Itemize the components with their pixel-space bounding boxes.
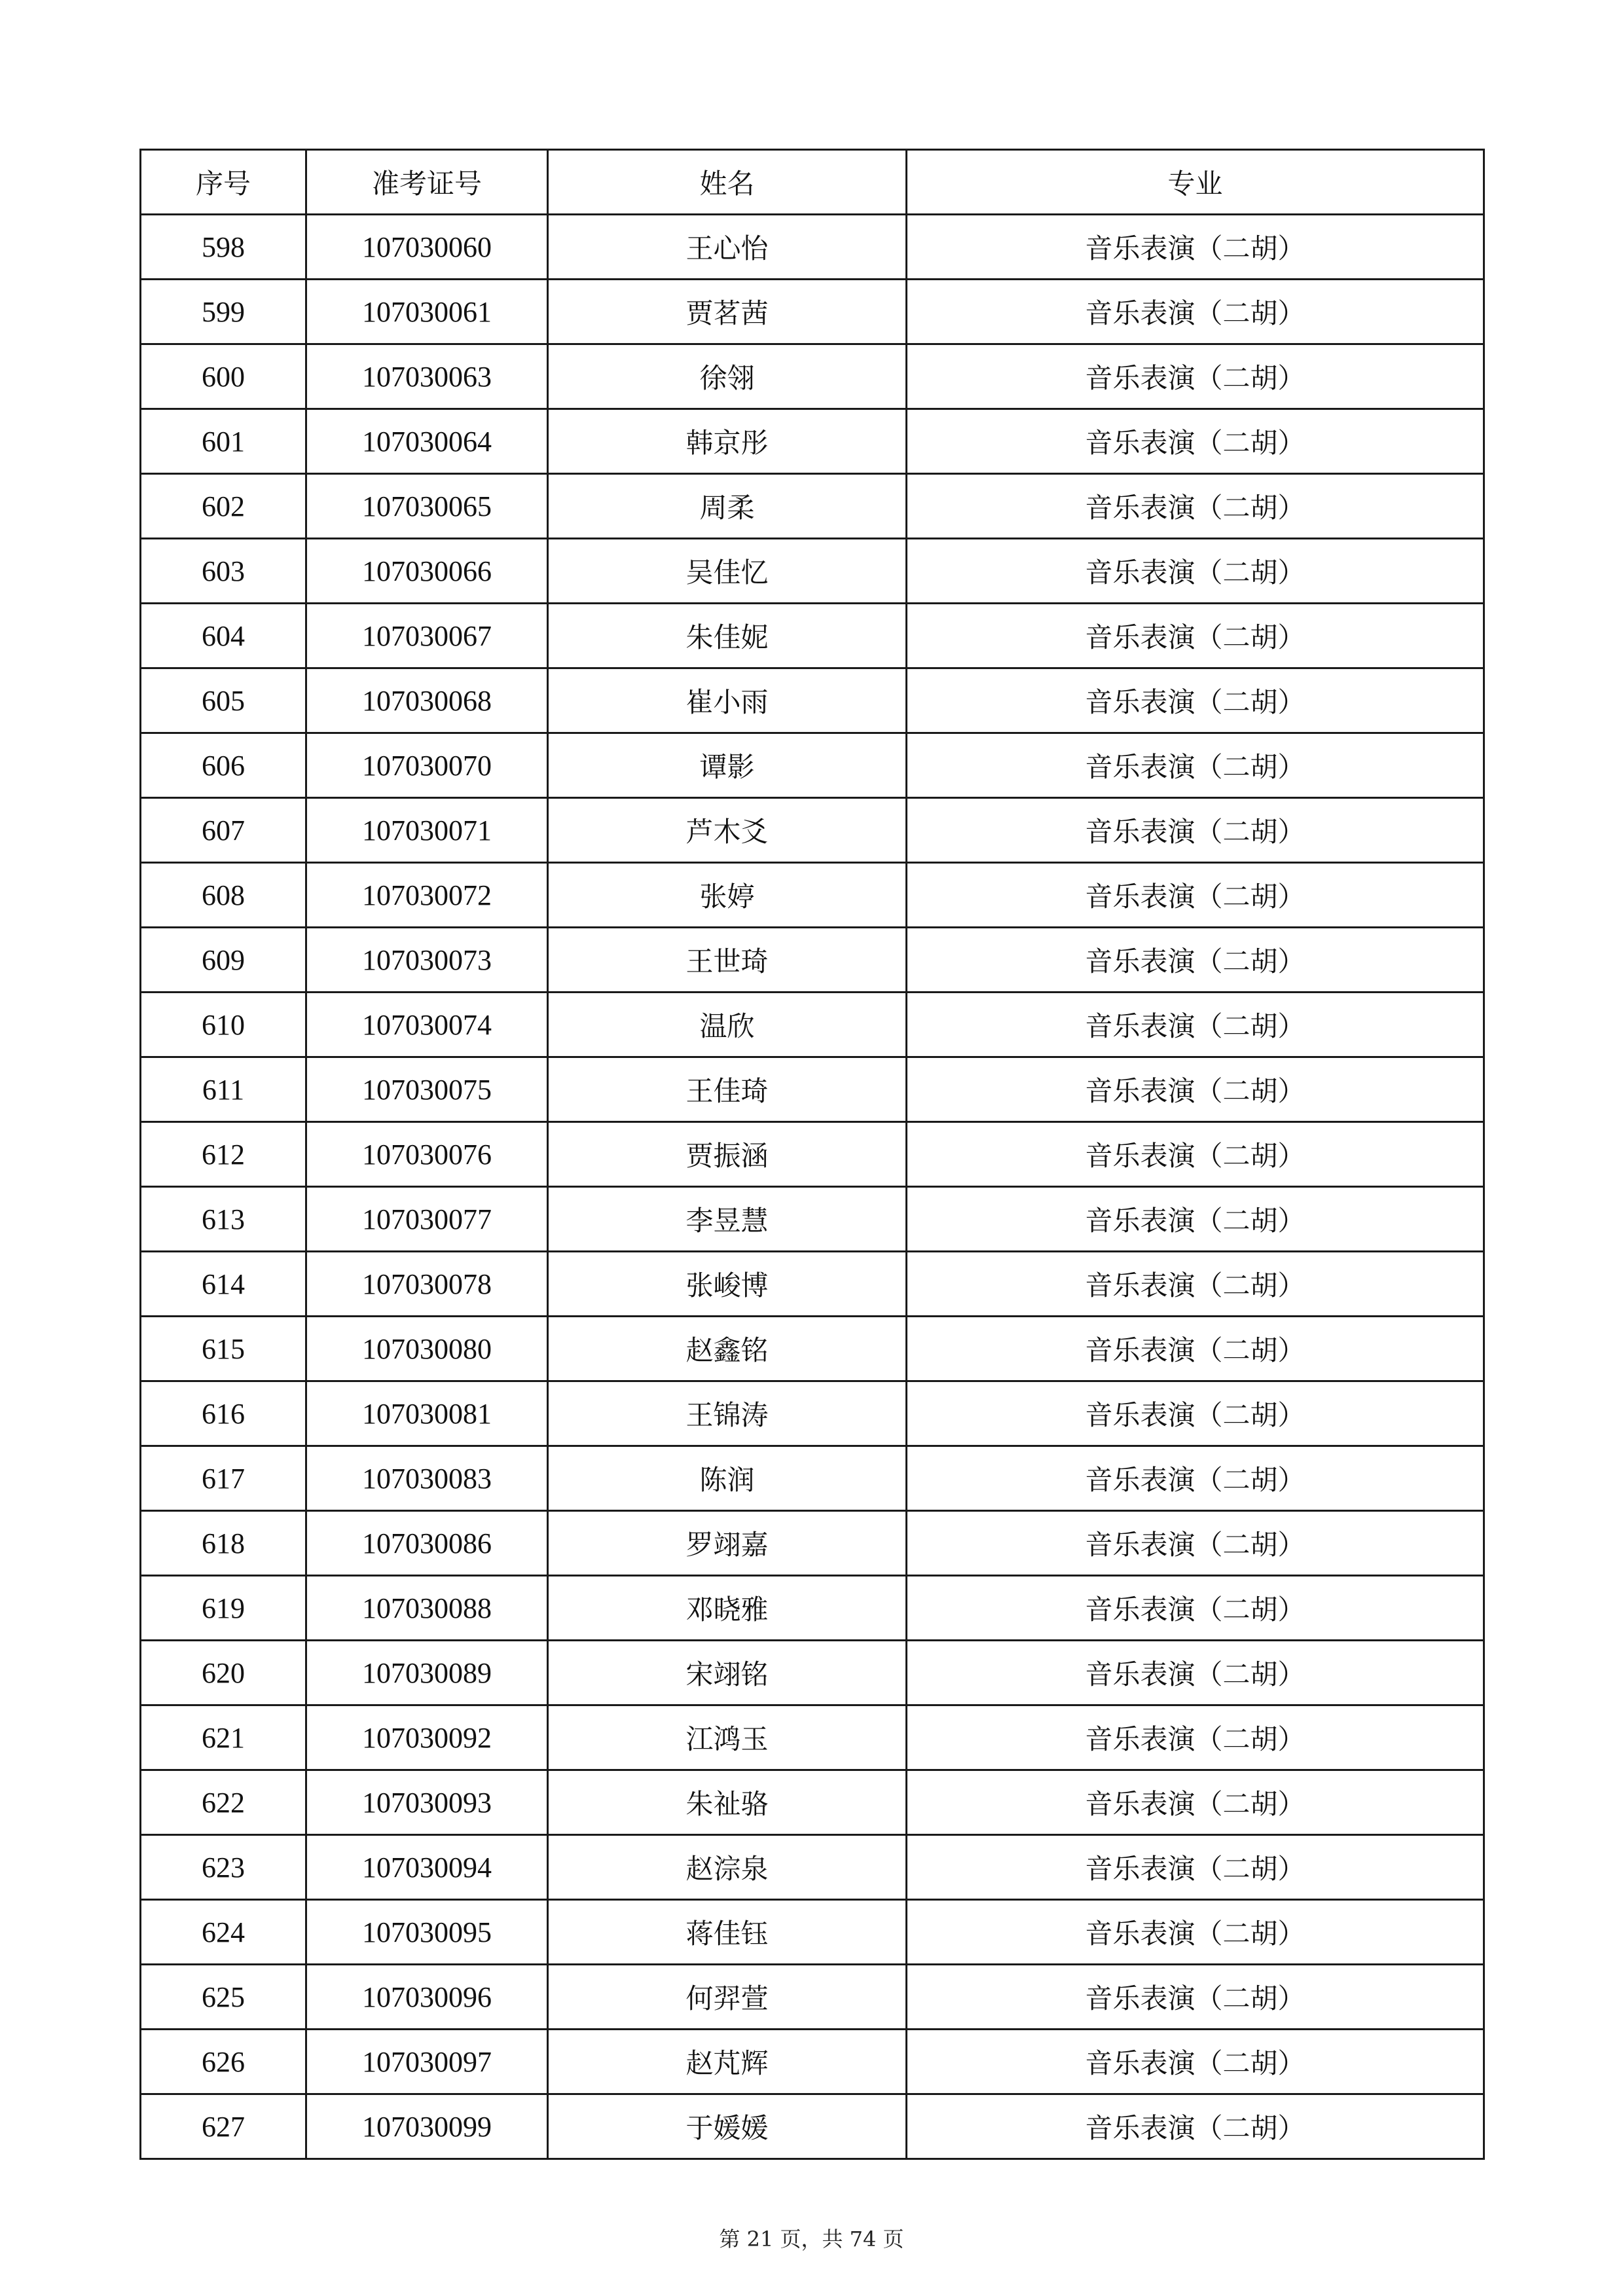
cell-seq: 603 (141, 539, 306, 604)
cell-seq: 606 (141, 733, 306, 798)
table-row (141, 993, 1484, 1057)
cell-exam-id: 107030094 (306, 1835, 548, 1900)
cell-major: 音乐表演（二胡） (907, 1576, 1484, 1641)
cell-major: 音乐表演（二胡） (907, 1122, 1484, 1187)
cell-seq: 600 (141, 344, 306, 409)
cell-seq: 622 (141, 1770, 306, 1835)
cell-exam-id: 107030076 (306, 1122, 548, 1187)
cell-exam-id: 107030088 (306, 1576, 548, 1641)
table-row (141, 215, 1484, 280)
cell-name: 王锦涛 (548, 1381, 907, 1446)
cell-exam-id: 107030061 (306, 280, 548, 344)
cell-name: 崔小雨 (548, 668, 907, 733)
cell-major: 音乐表演（二胡） (907, 409, 1484, 474)
cell-name: 贾振涵 (548, 1122, 907, 1187)
table-row (141, 604, 1484, 668)
cell-name: 徐翎 (548, 344, 907, 409)
cell-name: 吴佳忆 (548, 539, 907, 604)
cell-exam-id: 107030067 (306, 604, 548, 668)
table-row (141, 1511, 1484, 1576)
table-row (141, 1317, 1484, 1381)
cell-major: 音乐表演（二胡） (907, 1900, 1484, 1965)
cell-major: 音乐表演（二胡） (907, 798, 1484, 863)
table-row (141, 539, 1484, 604)
cell-major: 音乐表演（二胡） (907, 1965, 1484, 2030)
cell-major: 音乐表演（二胡） (907, 1511, 1484, 1576)
cell-major: 音乐表演（二胡） (907, 344, 1484, 409)
cell-exam-id: 107030070 (306, 733, 548, 798)
cell-name: 于媛媛 (548, 2094, 907, 2159)
cell-name: 王心怡 (548, 215, 907, 280)
cell-name: 贾茗茜 (548, 280, 907, 344)
table-row (141, 1446, 1484, 1511)
cell-exam-id: 107030095 (306, 1900, 548, 1965)
cell-major: 音乐表演（二胡） (907, 474, 1484, 539)
cell-exam-id: 107030073 (306, 928, 548, 993)
cell-major: 音乐表演（二胡） (907, 668, 1484, 733)
header-major: 专业 (907, 150, 1484, 215)
cell-seq: 610 (141, 993, 306, 1057)
cell-major: 音乐表演（二胡） (907, 993, 1484, 1057)
cell-major: 音乐表演（二胡） (907, 2094, 1484, 2159)
table-header-row (141, 150, 1484, 215)
cell-major: 音乐表演（二胡） (907, 863, 1484, 928)
table-row (141, 1187, 1484, 1252)
cell-major: 音乐表演（二胡） (907, 1057, 1484, 1122)
table-row (141, 474, 1484, 539)
cell-seq: 619 (141, 1576, 306, 1641)
cell-exam-id: 107030064 (306, 409, 548, 474)
cell-seq: 625 (141, 1965, 306, 2030)
cell-major: 音乐表演（二胡） (907, 733, 1484, 798)
cell-major: 音乐表演（二胡） (907, 1381, 1484, 1446)
header-exam-id: 准考证号 (306, 150, 548, 215)
cell-major: 音乐表演（二胡） (907, 1187, 1484, 1252)
table-row (141, 1705, 1484, 1770)
table-row (141, 1965, 1484, 2030)
cell-major: 音乐表演（二胡） (907, 1317, 1484, 1381)
cell-name: 邓晓雅 (548, 1576, 907, 1641)
cell-seq: 598 (141, 215, 306, 280)
cell-seq: 612 (141, 1122, 306, 1187)
cell-name: 朱祉骆 (548, 1770, 907, 1835)
cell-exam-id: 107030077 (306, 1187, 548, 1252)
cell-name: 张婷 (548, 863, 907, 928)
cell-major: 音乐表演（二胡） (907, 928, 1484, 993)
table-row (141, 1770, 1484, 1835)
table-row (141, 280, 1484, 344)
cell-seq: 626 (141, 2030, 306, 2094)
table-row (141, 1122, 1484, 1187)
cell-name: 赵鑫铭 (548, 1317, 907, 1381)
cell-name: 朱佳妮 (548, 604, 907, 668)
cell-name: 江鸿玉 (548, 1705, 907, 1770)
cell-seq: 599 (141, 280, 306, 344)
cell-major: 音乐表演（二胡） (907, 1770, 1484, 1835)
table-row (141, 798, 1484, 863)
cell-major: 音乐表演（二胡） (907, 604, 1484, 668)
table-row (141, 1057, 1484, 1122)
cell-seq: 615 (141, 1317, 306, 1381)
cell-exam-id: 107030081 (306, 1381, 548, 1446)
cell-seq: 624 (141, 1900, 306, 1965)
cell-seq: 602 (141, 474, 306, 539)
cell-exam-id: 107030071 (306, 798, 548, 863)
cell-name: 蒋佳钰 (548, 1900, 907, 1965)
table-row (141, 668, 1484, 733)
cell-exam-id: 107030080 (306, 1317, 548, 1381)
page-number-footer: 第 21 页，共 74 页 (719, 2227, 904, 2251)
cell-name: 王佳琦 (548, 1057, 907, 1122)
cell-seq: 611 (141, 1057, 306, 1122)
table-row (141, 409, 1484, 474)
cell-seq: 620 (141, 1641, 306, 1705)
cell-exam-id: 107030089 (306, 1641, 548, 1705)
table-row (141, 863, 1484, 928)
cell-seq: 616 (141, 1381, 306, 1446)
cell-exam-id: 107030066 (306, 539, 548, 604)
cell-seq: 605 (141, 668, 306, 733)
table-row (141, 1641, 1484, 1705)
cell-major: 音乐表演（二胡） (907, 1446, 1484, 1511)
cell-exam-id: 107030078 (306, 1252, 548, 1317)
cell-exam-id: 107030097 (306, 2030, 548, 2094)
table-row (141, 344, 1484, 409)
cell-exam-id: 107030075 (306, 1057, 548, 1122)
cell-name: 罗翊嘉 (548, 1511, 907, 1576)
cell-name: 李昱慧 (548, 1187, 907, 1252)
table-row (141, 2030, 1484, 2094)
cell-major: 音乐表演（二胡） (907, 2030, 1484, 2094)
cell-major: 音乐表演（二胡） (907, 1705, 1484, 1770)
cell-name: 宋翊铭 (548, 1641, 907, 1705)
cell-name: 韩京彤 (548, 409, 907, 474)
cell-exam-id: 107030068 (306, 668, 548, 733)
cell-exam-id: 107030060 (306, 215, 548, 280)
cell-seq: 607 (141, 798, 306, 863)
cell-name: 何羿萱 (548, 1965, 907, 2030)
cell-seq: 608 (141, 863, 306, 928)
cell-name: 芦木爻 (548, 798, 907, 863)
table-row (141, 2094, 1484, 2159)
table-row (141, 1576, 1484, 1641)
cell-exam-id: 107030063 (306, 344, 548, 409)
cell-major: 音乐表演（二胡） (907, 1641, 1484, 1705)
cell-seq: 614 (141, 1252, 306, 1317)
cell-exam-id: 107030099 (306, 2094, 548, 2159)
cell-name: 陈润 (548, 1446, 907, 1511)
cell-seq: 621 (141, 1705, 306, 1770)
table-row (141, 1381, 1484, 1446)
admission-list-table (139, 149, 1485, 2160)
cell-exam-id: 107030086 (306, 1511, 548, 1576)
table-row (141, 928, 1484, 993)
cell-seq: 618 (141, 1511, 306, 1576)
table-body (141, 215, 1484, 2159)
cell-major: 音乐表演（二胡） (907, 280, 1484, 344)
cell-major: 音乐表演（二胡） (907, 1252, 1484, 1317)
cell-exam-id: 107030093 (306, 1770, 548, 1835)
cell-seq: 623 (141, 1835, 306, 1900)
table-row (141, 1252, 1484, 1317)
cell-exam-id: 107030083 (306, 1446, 548, 1511)
cell-name: 赵芃辉 (548, 2030, 907, 2094)
cell-name: 谭影 (548, 733, 907, 798)
cell-exam-id: 107030072 (306, 863, 548, 928)
cell-major: 音乐表演（二胡） (907, 539, 1484, 604)
cell-exam-id: 107030096 (306, 1965, 548, 2030)
cell-seq: 627 (141, 2094, 306, 2159)
cell-seq: 609 (141, 928, 306, 993)
cell-seq: 604 (141, 604, 306, 668)
cell-exam-id: 107030074 (306, 993, 548, 1057)
table-row (141, 1835, 1484, 1900)
cell-seq: 601 (141, 409, 306, 474)
cell-name: 张峻博 (548, 1252, 907, 1317)
cell-exam-id: 107030065 (306, 474, 548, 539)
header-name: 姓名 (548, 150, 907, 215)
cell-seq: 617 (141, 1446, 306, 1511)
header-seq: 序号 (141, 150, 306, 215)
cell-name: 王世琦 (548, 928, 907, 993)
cell-name: 温欣 (548, 993, 907, 1057)
cell-exam-id: 107030092 (306, 1705, 548, 1770)
table-row (141, 1900, 1484, 1965)
cell-major: 音乐表演（二胡） (907, 1835, 1484, 1900)
cell-major: 音乐表演（二胡） (907, 215, 1484, 280)
cell-name: 赵淙泉 (548, 1835, 907, 1900)
table-row (141, 733, 1484, 798)
cell-name: 周柔 (548, 474, 907, 539)
cell-seq: 613 (141, 1187, 306, 1252)
